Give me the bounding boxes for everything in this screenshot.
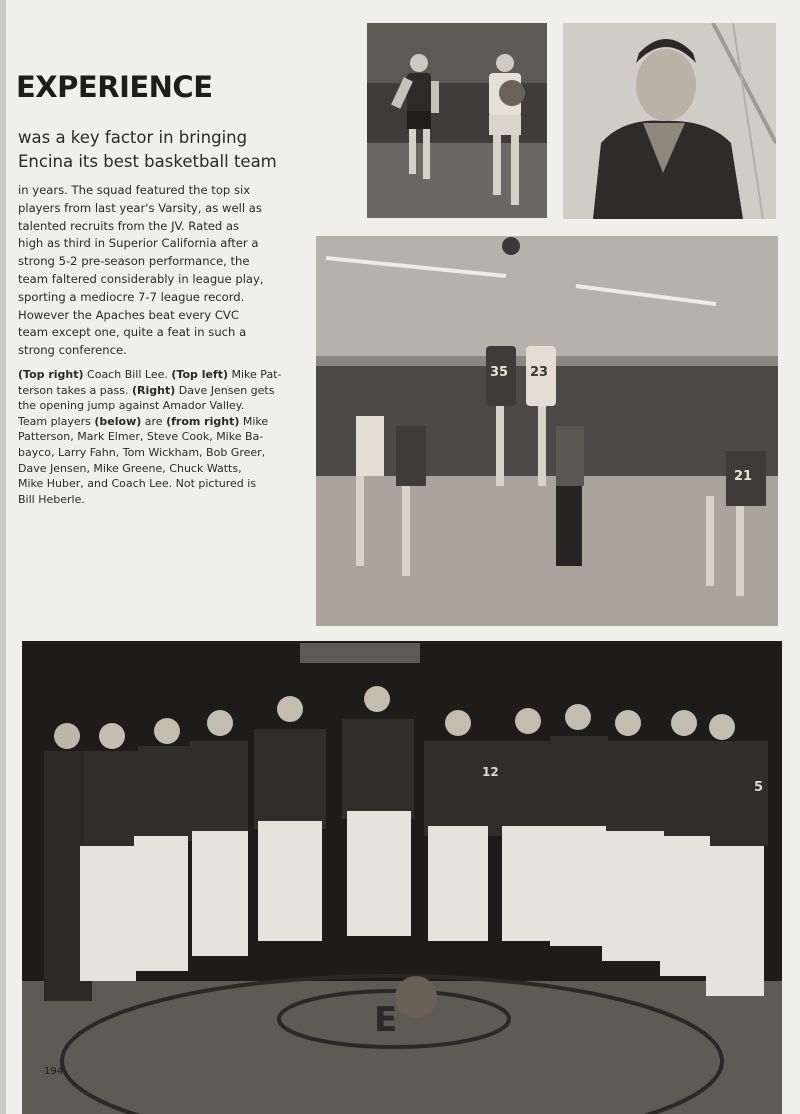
body-line: strong conference.: [18, 343, 127, 358]
caption-line: bayco, Larry Fahn, Tom Wickham, Bob Greer,: [18, 445, 266, 459]
body-line: team faltered considerably in league play,: [18, 271, 264, 286]
body-line: However the Apaches beat every CVC: [18, 307, 239, 322]
caption-text: Mike: [239, 414, 269, 428]
body-line: players from last year's Varsity, as well as: [18, 200, 262, 215]
caption-line: [18, 414, 303, 430]
body-line: strong 5-2 pre-season performance, the: [18, 254, 250, 269]
jersey-35: 35: [490, 365, 509, 380]
caption-line: [18, 367, 303, 383]
team-photo-image: [22, 641, 782, 1114]
caption-line: [18, 383, 303, 399]
caption-text: Team players: [18, 414, 95, 428]
court-letter: E: [374, 1000, 398, 1040]
body-line: team except one, quite a feat in such a: [18, 325, 247, 340]
jersey-23: 23: [530, 365, 549, 380]
article-body: [18, 182, 303, 360]
page-headline: EXPERIENCE: [16, 70, 213, 104]
caption-label: (from right): [166, 414, 240, 428]
photo-mike-patterson-pass: [367, 23, 547, 218]
coach-portrait-image: [563, 23, 776, 219]
jersey-21: 21: [734, 469, 753, 484]
caption-text: Coach Bill Lee.: [83, 368, 172, 381]
jump-ball-image: [316, 236, 778, 626]
photo-opening-jump: [316, 236, 778, 626]
team-jersey-12: 12: [482, 765, 499, 779]
caption-line: the opening jump against Amador Valley.: [18, 399, 245, 413]
photo-team-players: [22, 641, 782, 1114]
page-number: 194: [44, 1066, 64, 1077]
photo-caption: [18, 367, 303, 507]
caption-label: (Top left): [171, 368, 229, 381]
caption-line: Mike Huber, and Coach Lee. Not pictured is: [18, 477, 257, 491]
body-line: sporting a mediocre 7-7 league record.: [18, 289, 245, 304]
caption-text: Dave Jensen gets: [175, 383, 275, 397]
caption-text: are: [141, 414, 167, 428]
pass-action-image: [367, 23, 547, 218]
caption-line: Dave Jensen, Mike Greene, Chuck Watts,: [18, 461, 242, 475]
body-line: in years. The squad featured the top six: [18, 183, 251, 197]
caption-label: (below): [94, 414, 142, 428]
photo-coach-bill-lee: [563, 23, 776, 219]
caption-label: (Right): [131, 383, 176, 397]
body-line: high as third in Superior California after a: [18, 236, 259, 251]
subheadline: [18, 126, 308, 174]
caption-line: Patterson, Mark Elmer, Steve Cook, Mike Ba-: [18, 430, 264, 444]
team-jersey-5: 5: [754, 780, 764, 795]
body-line: talented recruits from the JV. Rated as: [18, 218, 240, 233]
caption-label: (Top right): [18, 368, 84, 381]
caption-line: Bill Heberle.: [18, 492, 85, 506]
subhead-line: was a key factor in bringing: [18, 128, 248, 147]
caption-text: terson takes a pass.: [18, 383, 132, 397]
caption-text: Mike Pat-: [228, 368, 282, 381]
subhead-line: Encina its best basketball team: [18, 152, 277, 171]
